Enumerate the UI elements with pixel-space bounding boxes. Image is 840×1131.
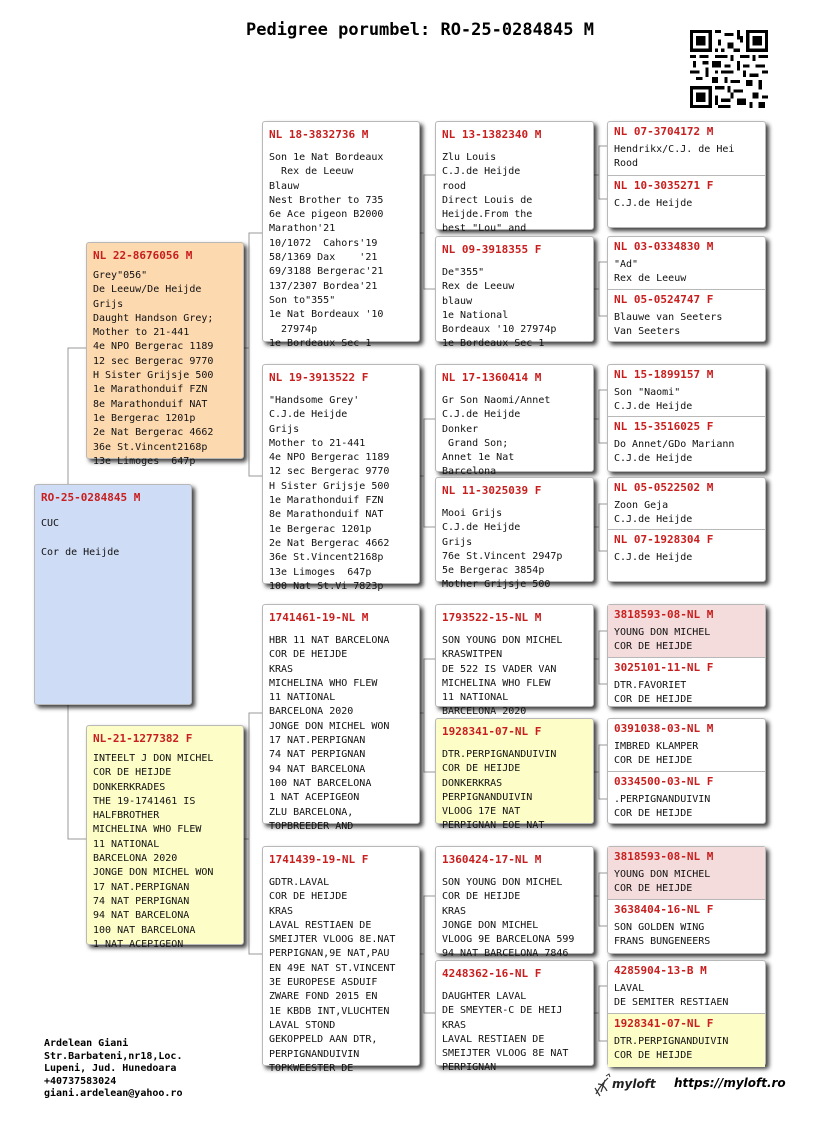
card-details: De"355" Rex de Leeuw blauw 1e National Bordeaux '10 27974p 1e Bordeaux Sec 1: [442, 267, 557, 350]
gen5-pair-2[interactable]: [607, 236, 766, 342]
ring-id: 1360424-17-NL M: [442, 853, 542, 866]
card-details: SON YOUNG DON MICHEL KRASWITPEN DE 522 IS VADER VAN MICHELINA WHO FLEW 11 NATIONAL BARCELONA 2020: [442, 635, 563, 718]
gen4-card-1[interactable]: [435, 121, 594, 235]
card-details: .PERPIGNANDUIVIN COR DE HEIJDE: [614, 794, 711, 820]
gen5-pair-1[interactable]: [607, 121, 766, 228]
gen3-card-2[interactable]: [262, 364, 420, 592]
gen3-card-1[interactable]: [262, 121, 420, 349]
card-details: Do Annet/GDo Mariann C.J.de Heijde: [614, 439, 735, 465]
card-details: Gr Son Naomi/Annet C.J.de Heijde Donker Grand Son; Annet 1e Nat Barcelona: [442, 395, 551, 478]
gen5-pair-5[interactable]: [607, 604, 766, 707]
ring-id: NL 19-3913522 F: [269, 371, 369, 384]
card-details: Zoon Geja C.J.de Heijde: [614, 500, 693, 526]
ring-id: NL 09-3918355 F: [442, 243, 542, 256]
subject-ring-id: RO-25-0284845 M: [41, 491, 141, 504]
card-details: Son "Naomi" C.J.de Heijde: [614, 387, 693, 413]
ring-id: 1928341-07-NL F: [614, 1017, 714, 1030]
website-link[interactable]: https://myloft.ro: [674, 1076, 786, 1090]
card-details: GDTR.LAVAL COR DE HEIJDE KRAS LAVAL RESTIAEN DE SMEIJTER VLOOG 8E.NAT PERPIGNAN,9E NAT,PAU EN 49E NAT ST.VINCENT 3E EUROPESE ASDUIF ZWARE FOND 2015 EN 1E KBDB INT,VLUCHTEN LAVAL STOND GEKOPPELD AAN DTR, PERPIGNANDUIVIN TOPKWEESTER DE: [269, 877, 396, 1074]
card-details: IMBRED KLAMPER COR DE HEIJDE: [614, 741, 699, 767]
gen5-pair-4[interactable]: [607, 477, 766, 582]
owner-street: Str.Barbateni,nr18,Loc.: [44, 1050, 183, 1062]
card-details: DTR.PERPIGNANDUIVIN COR DE HEIJDE: [614, 1036, 729, 1062]
card-details: Zlu Louis C.J.de Heijde rood Direct Louis de Heijde.From the best "Lou" and: [442, 152, 533, 235]
owner-city: Lupeni, Jud. Hunedoara: [44, 1063, 177, 1074]
gen4-card-5[interactable]: [435, 604, 594, 718]
card-details: "Handsome Grey' C.J.de Heijde Grijs Mother to 21-441 4e NPO Bergerac 1189 12 sec Bergerac 9770 H Sister Grijsje 500 1e Marathonduif FZN 8e Marathonduif NAT 1e Bergerac 1201p 2e Nat Bergerac 4662 36e St.Vincent2168p 13e Limoges 647p 100 Nat St.Vi 7823p: [269, 395, 390, 592]
ring-id: 4248362-16-NL F: [442, 967, 542, 980]
ring-id: 1741439-19-NL F: [269, 853, 369, 866]
gen5-pair-6[interactable]: [607, 718, 766, 824]
gen4-card-3[interactable]: [435, 364, 594, 478]
subject-details: CUC Cor de Heijde: [41, 518, 120, 558]
card-details: Mooi Grijs C.J.de Heijde Grijs 76e St.Vincent 2947p 5e Bergerac 3854p Mother Grijsje 500: [442, 508, 563, 591]
card-details: C.J.de Heijde: [614, 198, 693, 209]
gen4-card-2[interactable]: [435, 236, 594, 350]
owner-email[interactable]: giani.ardelean@yahoo.ro: [44, 1088, 183, 1099]
ring-id: NL 18-3832736 M: [269, 128, 369, 141]
card-details: C.J.de Heijde: [614, 552, 693, 563]
card-details: SON YOUNG DON MICHEL COR DE HEIJDE KRAS JONGE DON MICHEL VLOOG 9E BARCELONA 599 94 NAT BARCELONA 7846: [442, 877, 575, 960]
ring-id: NL 07-3704172 M: [614, 125, 714, 138]
dam-ring-id: NL-21-1277382 F: [93, 732, 193, 745]
owner-info: [44, 1038, 182, 1101]
ring-id: NL 17-1360414 M: [442, 371, 542, 384]
sire-ring-id: NL 22-8676056 M: [93, 249, 193, 262]
card-details: Hendrikx/C.J. de Hei Rood: [614, 144, 735, 170]
sire-card[interactable]: [86, 242, 244, 467]
ring-id: 3025101-11-NL F: [614, 661, 714, 674]
brand-logo-text: myloft: [612, 1077, 656, 1091]
ring-id: NL 13-1382340 M: [442, 128, 542, 141]
ring-id: NL 15-3516025 F: [614, 420, 714, 433]
gen5-pair-7[interactable]: [607, 846, 766, 954]
card-details: LAVAL DE SEMITER RESTIAEN: [614, 983, 729, 1009]
dam-details: INTEELT J DON MICHEL COR DE HEIJDE DONKERKRADES THE 19-1741461 IS HALFBROTHER MICHELINA WHO FLEW 11 NATIONAL BARCELONA 2020 JONGE DON MICHEL WON 17 NAT.PERPIGNAN 74 NAT PERPIGNAN 94 NAT BARCELONA 100 NAT BARCELONA 1 NAT ACEPIGEON: [93, 753, 214, 950]
ring-id: NL 05-0522502 M: [614, 481, 714, 494]
gen5-pair-8[interactable]: [607, 960, 766, 1066]
ring-id: 1928341-07-NL F: [442, 725, 542, 738]
dam-card[interactable]: [86, 725, 244, 950]
gen5-pair-3[interactable]: [607, 364, 766, 472]
ring-id: 3818593-08-NL M: [614, 850, 714, 863]
ring-id: NL 03-0334830 M: [614, 240, 714, 253]
ring-id: 3638404-16-NL F: [614, 903, 714, 916]
card-details: Son 1e Nat Bordeaux Rex de Leeuw Blauw Nest Brother to 735 6e Ace pigeon B2000 Marathon'21 10/1072 Cahors'19 58/1369 Dax '21 69/3188 Bergerac'21 137/2307 Bordea'21 Son to"355" 1e Nat Bordeaux '10 27974p 1e Bordeaux Sec 1: [269, 152, 384, 349]
gen3-card-3[interactable]: [262, 604, 420, 832]
card-details: DAUGHTER LAVAL DE SMEYTER-C DE HEIJ KRAS LAVAL RESTIAEN DE SMEIJTER VLOOG 8E NAT PERPIGNAN: [442, 991, 569, 1074]
card-details: YOUNG DON MICHEL COR DE HEIJDE: [614, 869, 711, 895]
card-details: YOUNG DON MICHEL COR DE HEIJDE: [614, 627, 711, 653]
sire-details: Grey"056" De Leeuw/De Heijde Grijs Daught Handson Grey; Mother to 21-441 4e NPO Bergerac 1189 12 sec Bergerac 9770 H Sister Grijsje 500 1e Marathonduif FZN 8e Marathonduif NAT 1e Bergerac 1201p 2e Nat Bergerac 4662 36e St.Vincent2168p 13e Limoges 647p: [93, 270, 214, 467]
card-details: "Ad" Rex de Leeuw: [614, 259, 687, 285]
card-details: Blauwe van Seeters Van Seeters: [614, 312, 723, 338]
ring-id: NL 15-1899157 M: [614, 368, 714, 381]
ring-id: 4285904-13-B M: [614, 964, 707, 977]
card-details: DTR.FAVORIET COR DE HEIJDE: [614, 680, 693, 706]
page-title: Pedigree porumbel: RO-25-0284845 M: [246, 20, 594, 40]
gen3-card-4[interactable]: [262, 846, 420, 1074]
card-details: SON GOLDEN WING FRANS BUNGENEERS: [614, 922, 711, 948]
gen4-card-8[interactable]: [435, 960, 594, 1074]
subject-card[interactable]: [34, 484, 192, 705]
owner-phone: +40737583024: [44, 1075, 117, 1087]
ring-id: 1793522-15-NL M: [442, 611, 542, 624]
ring-id: NL 07-1928304 F: [614, 533, 714, 546]
ring-id: NL 11-3025039 F: [442, 484, 542, 497]
qr-code: [690, 30, 768, 108]
ring-id: 1741461-19-NL M: [269, 611, 369, 624]
ring-id: 0334500-03-NL F: [614, 775, 714, 788]
card-details: HBR 11 NAT BARCELONA COR DE HEIJDE KRAS MICHELINA WHO FLEW 11 NATIONAL BARCELONA 2020 JONGE DON MICHEL WON 17 NAT.PERPIGNAN 74 NAT PERPIGNAN 94 NAT BARCELONA 100 NAT BARCELONA 1 NAT ACEPIGEON ZLU BARCELONA, TOPBREEDER AND: [269, 635, 390, 832]
ring-id: 0391038-03-NL M: [614, 722, 714, 735]
owner-name: Ardelean Giani: [44, 1038, 129, 1049]
ring-id: NL 05-0524747 F: [614, 293, 714, 306]
gen4-card-7[interactable]: [435, 846, 594, 960]
card-details: DTR.PERPIGNANDUIVIN COR DE HEIJDE DONKERKRAS PERPIGNANDUIVIN VLOOG 17E NAT PERPIGNAN EOE NAT: [442, 749, 557, 832]
gen4-card-4[interactable]: [435, 477, 594, 591]
ring-id: NL 10-3035271 F: [614, 179, 714, 192]
gen4-card-6[interactable]: [435, 718, 594, 832]
ring-id: 3818593-08-NL M: [614, 608, 714, 621]
